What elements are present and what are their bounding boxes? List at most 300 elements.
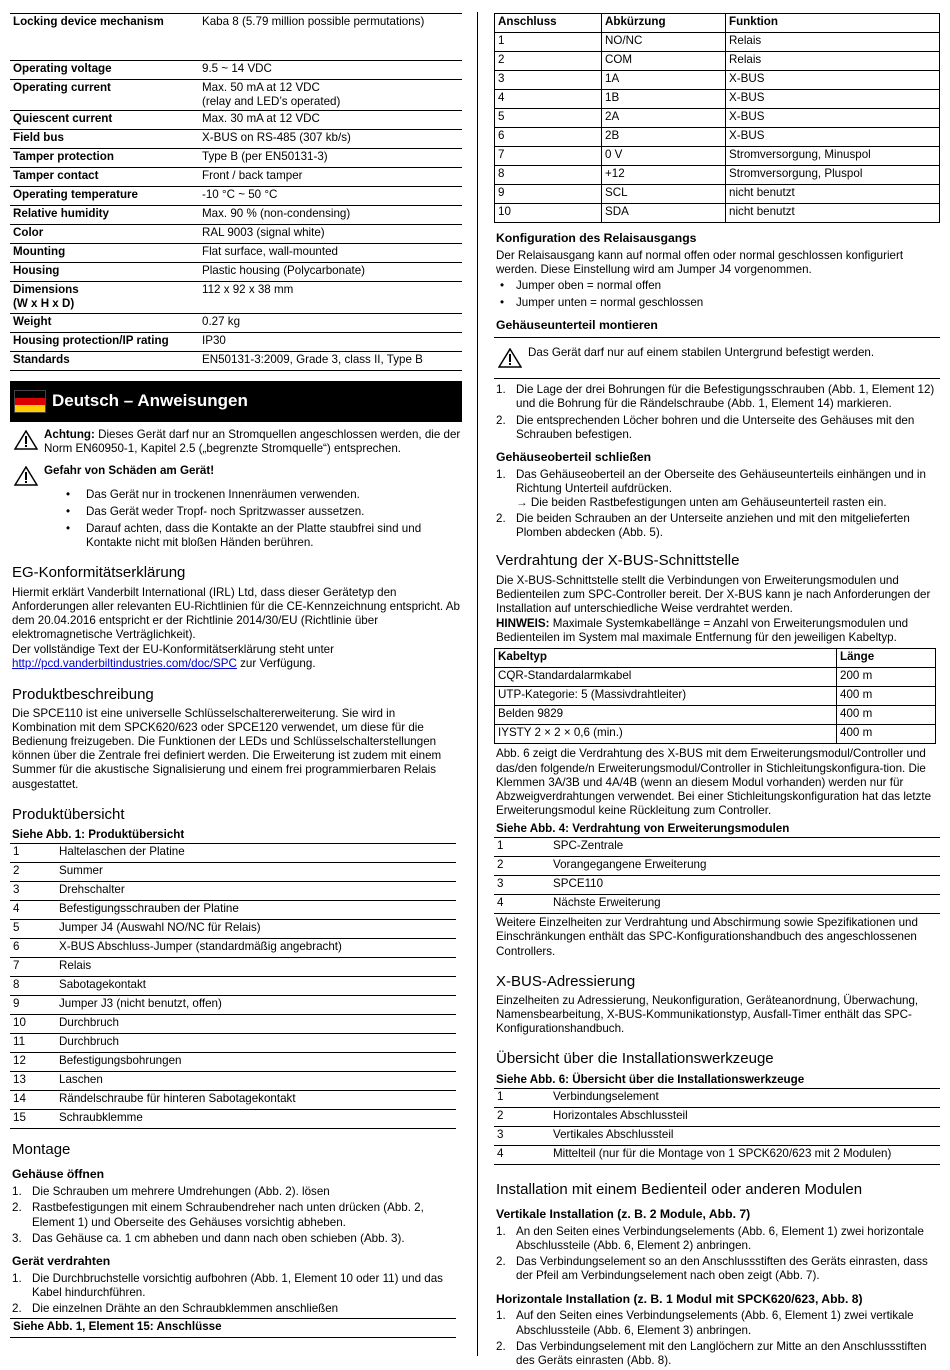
spec-label <box>10 263 199 282</box>
table-cell: 3 <box>494 1126 550 1145</box>
caption-table <box>10 1318 456 1338</box>
table-cell: 11 <box>10 1034 56 1053</box>
table-row <box>10 1015 456 1034</box>
table-cell: 7 <box>495 147 602 166</box>
spec-label-text: Tamper protection <box>13 150 114 164</box>
table-row <box>494 1107 940 1126</box>
subsection-title: Vertikale Installation (z. B. 2 Module, Abb. 7) <box>496 1207 751 1222</box>
steps-list <box>494 383 940 442</box>
step-number: 1. <box>496 1225 506 1239</box>
step <box>494 383 940 411</box>
table-cell: 3 <box>10 882 56 901</box>
spec-value <box>199 225 462 244</box>
list-item: • Das Gerät nur in trockenen Innenräumen verwenden. <box>10 488 462 502</box>
table-cell: Stromversorgung, Pluspol <box>726 166 940 185</box>
spec-label-text: Quiescent current <box>13 112 113 126</box>
table-cell: 10 <box>495 204 602 223</box>
spec-value-text: 112 x 92 x 38 mm <box>202 283 294 297</box>
spec-row <box>10 130 462 149</box>
spec-row <box>10 225 462 244</box>
table-row <box>495 90 940 109</box>
spec-value-text: EN50131-3:2009, Grade 3, class II, Type B <box>202 352 423 366</box>
spec-label-text: Housing protection/IP rating <box>13 333 169 347</box>
step-text: Auf den Seiten eines Verbindungselements (Abb. 6, Element 1) zwei vertikale Abschlussteile (Abb. 6, Element 3) anbringen. <box>516 1309 914 1337</box>
step: 1. Das Gehäuseoberteil an der Oberseite des Gehäuseunterteils einhängen und in Richtung Unterteil aufdrücken. → Die beiden Rastbefestigungen unten am Gehäuseunterteil rasten ein. <box>496 467 926 510</box>
language-banner <box>10 381 462 422</box>
paragraph: Der Relaisausgang kann auf normal offen oder normal geschlossen konfiguriert werden. Diese Einstellung wird am Jumper J4 vorgenommen. <box>496 248 904 277</box>
spec-value-text: Type B (per EN50131-3) <box>202 150 328 164</box>
table-cell: 4 <box>494 895 550 914</box>
list-item: • Darauf achten, dass die Kontakte an der Platte staubfrei sind und Kontakte nicht mit bloßen Händen berühren. <box>10 522 462 550</box>
table-row <box>495 725 936 744</box>
paragraph: Einzelheiten zu Adressierung, Neukonfiguration, Geräteanordnung, Überwachung, Namensbearbeitung, X-BUS-Kommunikationstyp, Ausfall-Timer enthält das SPC-Konfigurationshandbuch. <box>496 994 919 1036</box>
table-row <box>494 895 940 914</box>
table-cell: Mittelteil (nur für die Montage von 1 SPCK620/623 mit 2 Modulen) <box>550 1145 940 1164</box>
spec-label-text: Standards <box>13 352 70 366</box>
table-row <box>10 920 456 939</box>
step <box>494 1309 940 1337</box>
table-cell: 9 <box>495 185 602 204</box>
spec-label <box>10 282 199 313</box>
spec-row <box>10 282 462 313</box>
table-cell: UTP-Kategorie: 5 (Massivdrahtleiter) <box>495 687 837 706</box>
spec-label <box>10 149 199 168</box>
section-title: Produktbeschreibung <box>12 685 154 703</box>
subsection-title: Gehäuseunterteil montieren <box>496 318 658 333</box>
table-row <box>10 1091 456 1110</box>
table-cell: 4 <box>10 901 56 920</box>
spec-value-text: RAL 9003 (signal white) <box>202 226 325 240</box>
step-text: Die Schrauben um mehrere Umdrehungen (Abb. 2). lösen <box>32 1185 330 1199</box>
table-cell: Belden 9829 <box>495 706 837 725</box>
table-cell: Schraubklemme <box>56 1110 456 1129</box>
spec-value-text: Front / back tamper <box>202 169 303 183</box>
spec-row <box>10 14 462 61</box>
table-cell: SCL <box>602 185 726 204</box>
subsection-title: Gehäuseoberteil schließen <box>496 449 652 464</box>
spec-value <box>199 244 462 263</box>
spec-label <box>10 130 199 149</box>
table-row <box>10 901 456 920</box>
table-row <box>10 882 456 901</box>
table-cell: Haltelaschen der Platine <box>56 844 456 863</box>
spec-label-text: Operating current <box>13 81 111 94</box>
table-cell: 5 <box>495 109 602 128</box>
table-cell: Befestigungsbohrungen <box>56 1053 456 1072</box>
table-cell: X-BUS <box>726 90 940 109</box>
spec-label <box>10 332 199 351</box>
step <box>494 1255 940 1283</box>
table-cell: Relais <box>726 33 940 52</box>
table-cell: Vertikales Abschlussteil <box>550 1126 940 1145</box>
table-cell: SDA <box>602 204 726 223</box>
section-title: EG-Konformitätserklärung <box>12 564 186 582</box>
section-title: Installation mit einem Bedienteil oder anderen Modulen <box>496 1180 863 1198</box>
table-cell: 8 <box>495 166 602 185</box>
text: Der vollständige Text der EU-Konformitätserklärung steht unter <box>12 643 334 657</box>
warning-title: Gefahr von Schäden am Gerät! <box>44 463 215 477</box>
table-cell: nicht benutzt <box>726 204 940 223</box>
specs-table <box>10 13 462 371</box>
steps-list <box>10 1272 462 1316</box>
spec-value <box>199 80 462 111</box>
spec-row <box>10 332 462 351</box>
table-cell: 2B <box>602 128 726 147</box>
table-header: Abkürzung <box>602 14 726 33</box>
german-flag-icon <box>14 390 46 413</box>
step-text: An den Seiten eines Verbindungselements (Abb. 6, Element 1) zwei horizontale Abschlussteile (Abb. 6, Element 2) anbringen. <box>516 1225 924 1253</box>
steps-list <box>494 468 940 541</box>
table-cell: 7 <box>10 958 56 977</box>
table-cell: SPCE110 <box>550 876 940 895</box>
step <box>494 1225 940 1253</box>
step-text: Rastbefestigungen mit einem Schraubendreher nach unten drücken (Abb. 2, Element 1) und Oberseite des Gehäuses vorsichtig abheben. <box>32 1201 424 1229</box>
step-number: 1. <box>12 1271 22 1285</box>
warning-label: Achtung: <box>44 427 95 441</box>
spec-value-text: -10 °C ~ 50 °C <box>202 188 278 202</box>
warning-text: Dieses Gerät darf nur an Stromquellen angeschlossen werden, die der Norm EN60950-1, Kapitel 2.5 („begrenzte Stromquelle“) entsprechen. <box>44 427 461 455</box>
paragraph <box>496 617 940 645</box>
table-cell: X-BUS <box>726 128 940 147</box>
table-cell: NO/NC <box>602 33 726 52</box>
table-cell: 12 <box>10 1053 56 1072</box>
table-row <box>10 939 456 958</box>
section-title: Produktübersicht <box>12 805 125 823</box>
spec-label-text: Locking device mechanism <box>13 15 164 28</box>
spec-row <box>10 263 462 282</box>
table-cell: 3 <box>494 876 550 895</box>
table-row <box>495 147 940 166</box>
table-cell: Relais <box>726 52 940 71</box>
step <box>10 1302 462 1316</box>
step-number: 2. <box>496 413 506 427</box>
warning-damage <box>10 464 462 486</box>
step-result: → Die beiden Rastbefestigungen unten am Gehäuseunterteil rasten ein. <box>516 496 887 510</box>
table-row <box>494 838 940 857</box>
table-cell: Jumper J4 (Auswahl NO/NC für Relais) <box>56 920 456 939</box>
table-cell: 400 m <box>837 706 936 725</box>
table-cell: Jumper J3 (nicht benutzt, offen) <box>56 996 456 1015</box>
warning-icon <box>14 430 38 450</box>
step-text: Die beiden Schrauben an der Unterseite anziehen und mit den mitgelieferten Plomben abdecken (Abb. 5). <box>516 512 910 540</box>
table-row <box>494 876 940 895</box>
column-divider <box>477 12 478 1356</box>
table-cell: Sabotagekontakt <box>56 977 456 996</box>
spec-label <box>10 14 199 61</box>
spec-label <box>10 225 199 244</box>
step: 2. Die beiden Schrauben an der Unterseite anziehen und mit den mitgelieferten Plomben abdecken (Abb. 5). <box>496 512 910 540</box>
table-cell: Nächste Erweiterung <box>550 895 940 914</box>
table-cell: 2 <box>10 863 56 882</box>
warning-power <box>10 428 462 456</box>
table-cell: +12 <box>602 166 726 185</box>
spec-value <box>199 187 462 206</box>
table-cell: Verbindungselement <box>550 1088 940 1107</box>
subsection-title: Horizontale Installation (z. B. 1 Modul mit SPCK620/623, Abb. 8) <box>496 1291 863 1306</box>
spec-value <box>199 263 462 282</box>
table-cell: 2 <box>495 52 602 71</box>
table-cell: 4 <box>495 90 602 109</box>
table-row <box>10 1072 456 1091</box>
table-cell: Laschen <box>56 1072 456 1091</box>
paragraph: Abb. 6 zeigt die Verdrahtung des X-BUS mit dem Erweiterungsmodul/Controller und das/den folgende/n Erweiterungsmodul/Controller in Stichleitungskonfigura-tion. Die Klemmen 3A/3B und 4A/4B (wenn an diesem Modul vorhanden) werden nur für Abzweigverdrahtungen verwendet. Bei einer Stichleitungskonfiguration hat das letzte Erweiterungsmodul keine Rückleitung zum Controller. <box>496 747 932 818</box>
step <box>10 1185 462 1199</box>
spec-label <box>10 187 199 206</box>
table-cell: nicht benutzt <box>726 185 940 204</box>
step <box>10 1232 462 1246</box>
table-row <box>495 52 940 71</box>
table-cell: Relais <box>56 958 456 977</box>
table-cell: 5 <box>10 920 56 939</box>
subsection-title: Gerät verdrahten <box>12 1253 111 1268</box>
warning-text: Das Gerät darf nur auf einem stabilen Untergrund befestigt werden. <box>528 346 875 360</box>
hint-text: Maximale Systemkabellänge = Anzahl von Erweiterungsmodulen und Bedienteilen im System mal maximale Entfernung für den jeweiligen Kabeltyp. <box>496 617 909 645</box>
table-row <box>10 863 456 882</box>
step-text: Die einzelnen Drähte an den Schraubklemmen anschließen <box>32 1302 339 1316</box>
spec-value <box>199 282 462 313</box>
list-item: • Das Gerät weder Tropf- noch Spritzwasser aussetzen. <box>10 505 462 519</box>
spec-value <box>199 61 462 80</box>
spec-value <box>199 351 462 370</box>
spec-value-text: Max. 90 % (non-condensing) <box>202 207 351 221</box>
step <box>10 1201 462 1229</box>
table-row <box>495 706 936 725</box>
step-text: Das Gehäuse ca. 1 cm abheben und dann nach oben schieben (Abb. 3). <box>32 1231 405 1245</box>
table-row <box>495 687 936 706</box>
table-row <box>10 958 456 977</box>
table-cell: 1A <box>602 71 726 90</box>
step-number: 2. <box>12 1302 22 1316</box>
spec-value <box>199 149 462 168</box>
step-text: Das Verbindungselement mit den Langlöchern zur Mitte an den Anschlussstiften des Geräts einrasten (Abb. 8). <box>516 1339 927 1367</box>
table-cell: X-BUS <box>726 71 940 90</box>
table-cell: 2A <box>602 109 726 128</box>
table-cell: Durchbruch <box>56 1015 456 1034</box>
warning-icon <box>14 466 38 486</box>
text: zur Verfügung. <box>236 657 316 671</box>
step-text: Die entsprechenden Löcher bohren und die Unterseite des Gehäuses mit den Schrauben befestigen. <box>516 413 915 441</box>
table-cell: Horizontales Abschlussteil <box>550 1107 940 1126</box>
steps-list <box>10 1185 462 1246</box>
spec-label <box>10 313 199 332</box>
table-cell: 4 <box>494 1145 550 1164</box>
spec-value <box>199 206 462 225</box>
section-title: Übersicht über die Installationswerkzeuge <box>496 1050 774 1068</box>
table-row <box>495 668 936 687</box>
paragraph: Die X-BUS-Schnittstelle stellt die Verbindungen von Erweiterungsmodulen und Bedienteilen zum SPC-Controller bereit. Der X-BUS kann je nach Anforderungen der Installation auf unterschiedliche Weise verdrahtet werden. <box>496 573 931 616</box>
spec-value-text: (relay and LED’s operated) <box>202 95 341 109</box>
spec-label <box>10 206 199 225</box>
step-number: 1. <box>12 1185 22 1199</box>
step-number: 2. <box>12 1201 22 1215</box>
step-number: 1. <box>496 1309 506 1323</box>
table-cell: 1 <box>495 33 602 52</box>
paragraph: Weitere Einzelheiten zur Verdrahtung und Abschirmung sowie Spezifikationen und Einschränkungen enthält das SPC-Konfigurationshandbuch des angeschlossenen Controllers. <box>496 916 918 958</box>
subsection-title: Konfiguration des Relaisausgangs <box>496 231 697 245</box>
spec-value <box>199 332 462 351</box>
table-cell: 1 <box>494 838 550 857</box>
step-number: 3. <box>12 1231 22 1245</box>
paragraph: Die SPCE110 ist eine universelle Schlüsselschaltererweiterung. Sie wird in Kombination mit dem SPCK620/623 oder SPCE120 verwendet, um diese für die Bedienung freizugeben. Die Funktionen der LEDs und Schlüsselschalterstellungen können über die Zentrale frei definiert werden. Die Erweiterung ist zudem mit einem Summer für die akustische Signalisierung und einem frei programmierbaren Relais ausgestattet. <box>12 706 442 791</box>
step <box>494 1340 940 1368</box>
spec-value <box>199 111 462 130</box>
table-cell: 1B <box>602 90 726 109</box>
spec-label <box>10 80 199 111</box>
spec-row <box>10 351 462 370</box>
spec-label-text: Field bus <box>13 131 64 145</box>
spec-label-text: Color <box>13 226 44 240</box>
table-cell: 0 V <box>602 147 726 166</box>
warning-box <box>494 337 940 379</box>
list-item: • Jumper oben = normal offen <box>494 279 940 293</box>
wiring-table <box>494 837 940 914</box>
spec-value-text: 0.27 kg <box>202 314 241 328</box>
table-row <box>10 996 456 1015</box>
steps-list <box>494 1309 940 1368</box>
spec-label-text: Operating temperature <box>13 188 138 202</box>
table-cell: 10 <box>10 1015 56 1034</box>
spec-value <box>199 168 462 187</box>
table-cell: 9 <box>10 996 56 1015</box>
spec-row <box>10 244 462 263</box>
step-text: Die Durchbruchstelle vorsichtig aufbohren (Abb. 1, Element 10 oder 11) und das Kabel hindurchführen. <box>32 1271 443 1299</box>
spec-label-text: Housing <box>13 264 60 278</box>
jumper-list <box>494 279 940 310</box>
table-cell: 3 <box>495 71 602 90</box>
spec-row <box>10 111 462 130</box>
table-cell: Vorangegangene Erweiterung <box>550 857 940 876</box>
table-header: Kabeltyp <box>495 649 837 668</box>
spec-label-text: Mounting <box>13 245 66 259</box>
spec-row <box>10 80 462 111</box>
spec-value-text: Kaba 8 (5.79 million possible permutations) <box>202 15 425 28</box>
table-cell: X-BUS <box>726 109 940 128</box>
table-row <box>10 844 456 863</box>
section-title: Montage <box>12 1141 71 1159</box>
table-row <box>495 204 940 223</box>
spec-label-text: Relative humidity <box>13 207 109 221</box>
spec-label <box>10 168 199 187</box>
spec-row <box>10 149 462 168</box>
table-cell: Drehschalter <box>56 882 456 901</box>
table-caption: Siehe Abb. 6: Übersicht über die Installationswerkzeuge <box>496 1072 805 1086</box>
table-cell: 13 <box>10 1072 56 1091</box>
cable-table <box>494 648 936 744</box>
step-text: Das Gehäuseoberteil an der Oberseite des Gehäuseunterteils einhängen und in Richtung Unterteil aufdrücken. <box>516 467 926 495</box>
step-text: Die Lage der drei Bohrungen für die Befestigungsschrauben (Abb. 1, Element 12) und die Bohrung für die Rändelschraube (Abb. 1, Element 14) markieren. <box>516 383 935 411</box>
spec-label-text: Dimensions <box>13 283 79 297</box>
table-cell: Stromversorgung, Minuspol <box>726 147 940 166</box>
spec-label <box>10 244 199 263</box>
table-cell: 6 <box>10 939 56 958</box>
section-title: X-BUS-Adressierung <box>496 972 636 990</box>
table-row <box>10 1034 456 1053</box>
spec-label-text: Weight <box>13 314 52 328</box>
spec-label <box>10 61 199 80</box>
table-row <box>495 109 940 128</box>
paragraph <box>12 643 462 671</box>
spec-row <box>10 206 462 225</box>
left-column <box>10 0 462 1338</box>
table-cell: SPC-Zentrale <box>550 838 940 857</box>
table-row <box>495 33 940 52</box>
table-cell: X-BUS Abschluss-Jumper (standardmäßig angebracht) <box>56 939 456 958</box>
paragraph: Hiermit erklärt Vanderbilt International (IRL) Ltd, dass dieser Gerätetyp den Anforderungen aller relevanten EU-Richtlinien für die CE-Kennzeichnung entspricht. Ab dem 20.04.2016 entspricht er der Richtlinie 2014/30/EU (Richtlinie über elektromagnetische Verträglichkeit). <box>12 585 460 642</box>
table-cell: Rändelschraube für hinteren Sabotagekontakt <box>56 1091 456 1110</box>
table-cell: 15 <box>10 1110 56 1129</box>
table-row <box>10 977 456 996</box>
table-row <box>495 185 940 204</box>
table-cell: IYSTY 2 × 2 × 0,6 (min.) <box>495 725 837 744</box>
product-overview-table <box>10 843 456 1129</box>
spec-value-text: Flat surface, wall-mounted <box>202 245 338 259</box>
table-cell: 6 <box>495 128 602 147</box>
table-cell: 400 m <box>837 687 936 706</box>
table-cell: 14 <box>10 1091 56 1110</box>
table-caption: Siehe Abb. 1, Element 15: Anschlüsse <box>10 1319 456 1338</box>
tools-table <box>494 1088 940 1165</box>
spec-label <box>10 351 199 370</box>
table-cell: Durchbruch <box>56 1034 456 1053</box>
table-cell: Summer <box>56 863 456 882</box>
table-cell: 200 m <box>837 668 936 687</box>
terminal-table <box>494 13 940 223</box>
list-item: • Jumper unten = normal geschlossen <box>494 296 940 310</box>
table-header: Funktion <box>726 14 940 33</box>
step-number: 2. <box>496 1255 506 1269</box>
right-column <box>494 0 940 1370</box>
spec-value-text: IP30 <box>202 333 226 347</box>
hint-label: HINWEIS: <box>496 617 550 631</box>
table-row <box>10 1110 456 1129</box>
step-number: 2. <box>496 1339 506 1353</box>
spec-row <box>10 61 462 80</box>
table-cell: COM <box>602 52 726 71</box>
step-number: 1. <box>496 383 506 397</box>
banner-title: Deutsch – Anweisungen <box>52 390 248 410</box>
spec-value <box>199 313 462 332</box>
spec-value-text: Plastic housing (Polycarbonate) <box>202 264 366 278</box>
spec-label <box>10 111 199 130</box>
table-cell: 1 <box>10 844 56 863</box>
table-row <box>495 71 940 90</box>
table-caption: Siehe Abb. 4: Verdrahtung von Erweiterungsmodulen <box>496 822 790 836</box>
steps-list <box>494 1225 940 1284</box>
table-row <box>494 1126 940 1145</box>
subsection-title: Gehäuse öffnen <box>12 1167 105 1182</box>
table-cell: 2 <box>494 857 550 876</box>
spec-row <box>10 168 462 187</box>
spec-value <box>199 130 462 149</box>
spec-value-text: 9.5 ~ 14 VDC <box>202 62 272 75</box>
spec-label-text: (W x H x D) <box>13 297 75 311</box>
section-title: Verdrahtung der X-BUS-Schnittstelle <box>496 552 740 570</box>
table-row <box>495 166 940 185</box>
spec-value-text: Max. 50 mA at 12 VDC <box>202 81 320 94</box>
step <box>494 414 940 442</box>
doc-link[interactable]: http://pcd.vanderbiltindustries.com/doc/SPC <box>12 657 237 671</box>
spec-value-text: X-BUS on RS-485 (307 kb/s) <box>202 131 351 145</box>
spec-value-text: Max. 30 mA at 12 VDC <box>202 112 320 126</box>
table-header: Anschluss <box>495 14 602 33</box>
spec-row <box>10 187 462 206</box>
table-row <box>494 857 940 876</box>
spec-label-text: Operating voltage <box>13 62 112 75</box>
table-cell: 8 <box>10 977 56 996</box>
table-cell: 1 <box>494 1088 550 1107</box>
table-row <box>494 1145 940 1164</box>
table-row <box>495 128 940 147</box>
